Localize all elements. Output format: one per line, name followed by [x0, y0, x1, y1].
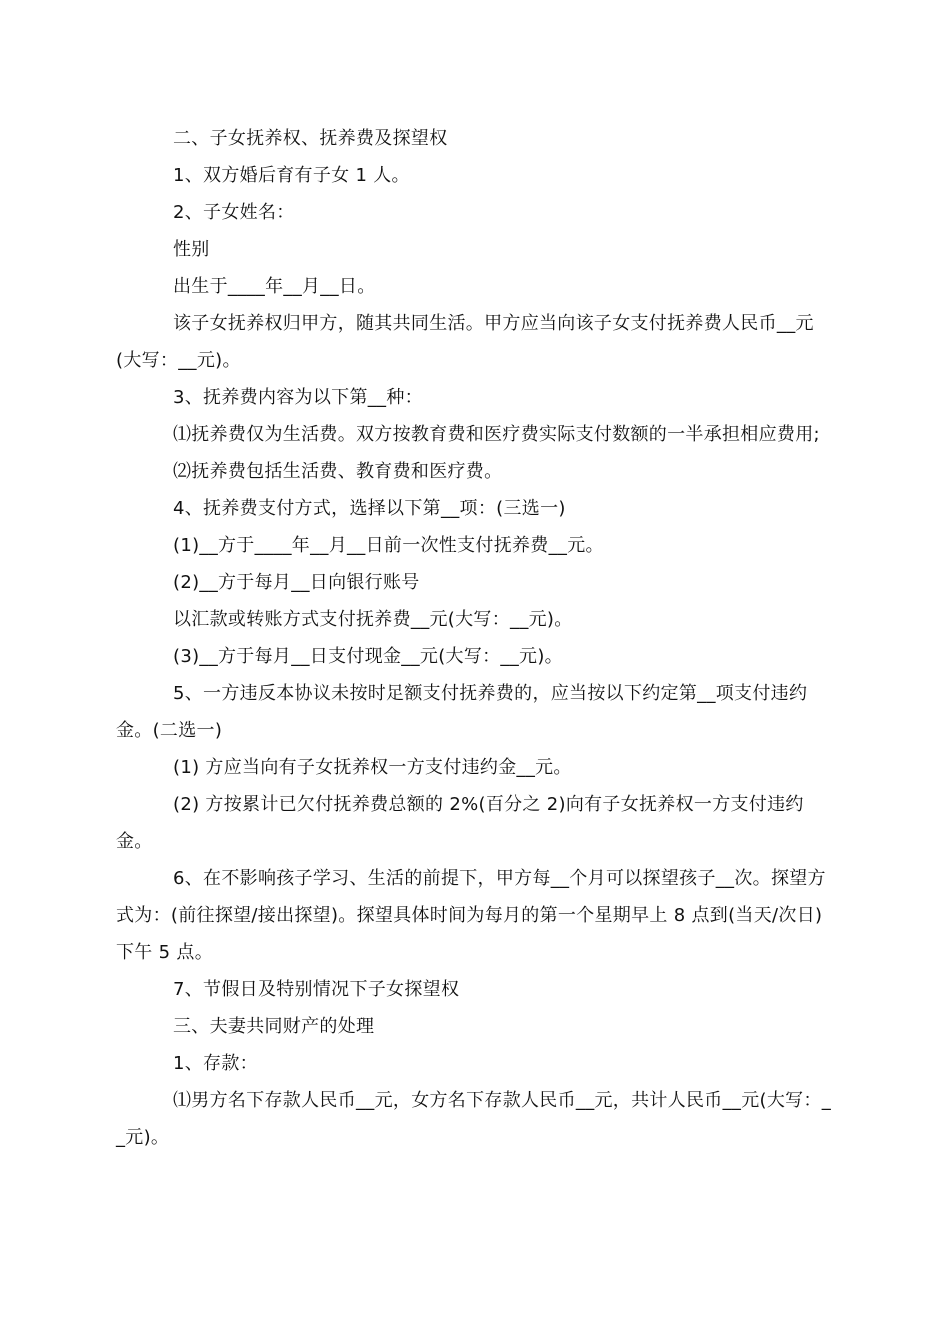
- section-heading-joint-property: 三、夫妻共同财产的处理: [173, 1016, 375, 1037]
- paragraph-penalty-option-1: (1) 方应当向有子女抚养权一方支付违约金__元。: [173, 757, 572, 778]
- paragraph-payment-option-2-detail: 以汇款或转账方式支付抚养费__元(大写：__元)。: [173, 609, 573, 630]
- paragraph-payment-option-1: (1)__方于____年__月__日前一次性支付抚养费__元。: [173, 535, 604, 556]
- paragraph-payment-option-3: (3)__方于每月__日支付现金__元(大写：__元)。: [173, 646, 563, 667]
- paragraph-birth-date: 出生于____年__月__日。: [173, 276, 376, 297]
- paragraph-child-name: 2、子女姓名：: [173, 202, 295, 223]
- paragraph-payment-option-2: (2)__方于每月__日向银行账号: [173, 572, 420, 593]
- section-heading-child-custody: 二、子女抚养权、抚养费及探望权: [173, 128, 448, 149]
- paragraph-children-count: 1、双方婚后育有子女 1 人。: [173, 165, 410, 186]
- paragraph-deposits: 1、存款：: [173, 1053, 258, 1074]
- paragraph-penalty-option-2: (2) 方按累计已欠付抚养费总额的 2%(百分之 2)向有子女抚养权一方支付违约金。: [116, 794, 804, 852]
- paragraph-support-option-2: ⑵抚养费包括生活费、教育费和医疗费。: [173, 461, 503, 482]
- paragraph-custody-terms: 该子女抚养权归甲方，随其共同生活。甲方应当向该子女支付抚养费人民币__元(大写：__元)。: [116, 313, 814, 371]
- document-body: [116, 120, 838, 1156]
- paragraph-payment-method: 4、抚养费支付方式，选择以下第__项：(三选一): [173, 498, 566, 519]
- paragraph-deposits-detail: ⑴男方名下存款人民币__元，女方名下存款人民币__元，共计人民币__元(大写：__元)。: [116, 1090, 832, 1148]
- paragraph-gender: 性别: [173, 239, 210, 260]
- paragraph-holiday-visitation: 7、节假日及特别情况下子女探望权: [173, 979, 460, 1000]
- paragraph-breach-penalty: 5、一方违反本协议未按时足额支付抚养费的，应当按以下约定第__项支付违约金。(二选一): [116, 683, 808, 741]
- paragraph-visitation: 6、在不影响孩子学习、生活的前提下，甲方每__个月可以探望孩子__次。探望方式为：(前往探望/接出探望)。探望具体时间为每月的第一个星期早上 8 点到(当天/次日)下午 5 点。: [116, 868, 826, 963]
- paragraph-support-content: 3、抚养费内容为以下第__种：: [173, 387, 423, 408]
- paragraph-support-option-1: ⑴抚养费仅为生活费。双方按教育费和医疗费实际支付数额的一半承担相应费用;: [173, 424, 820, 445]
